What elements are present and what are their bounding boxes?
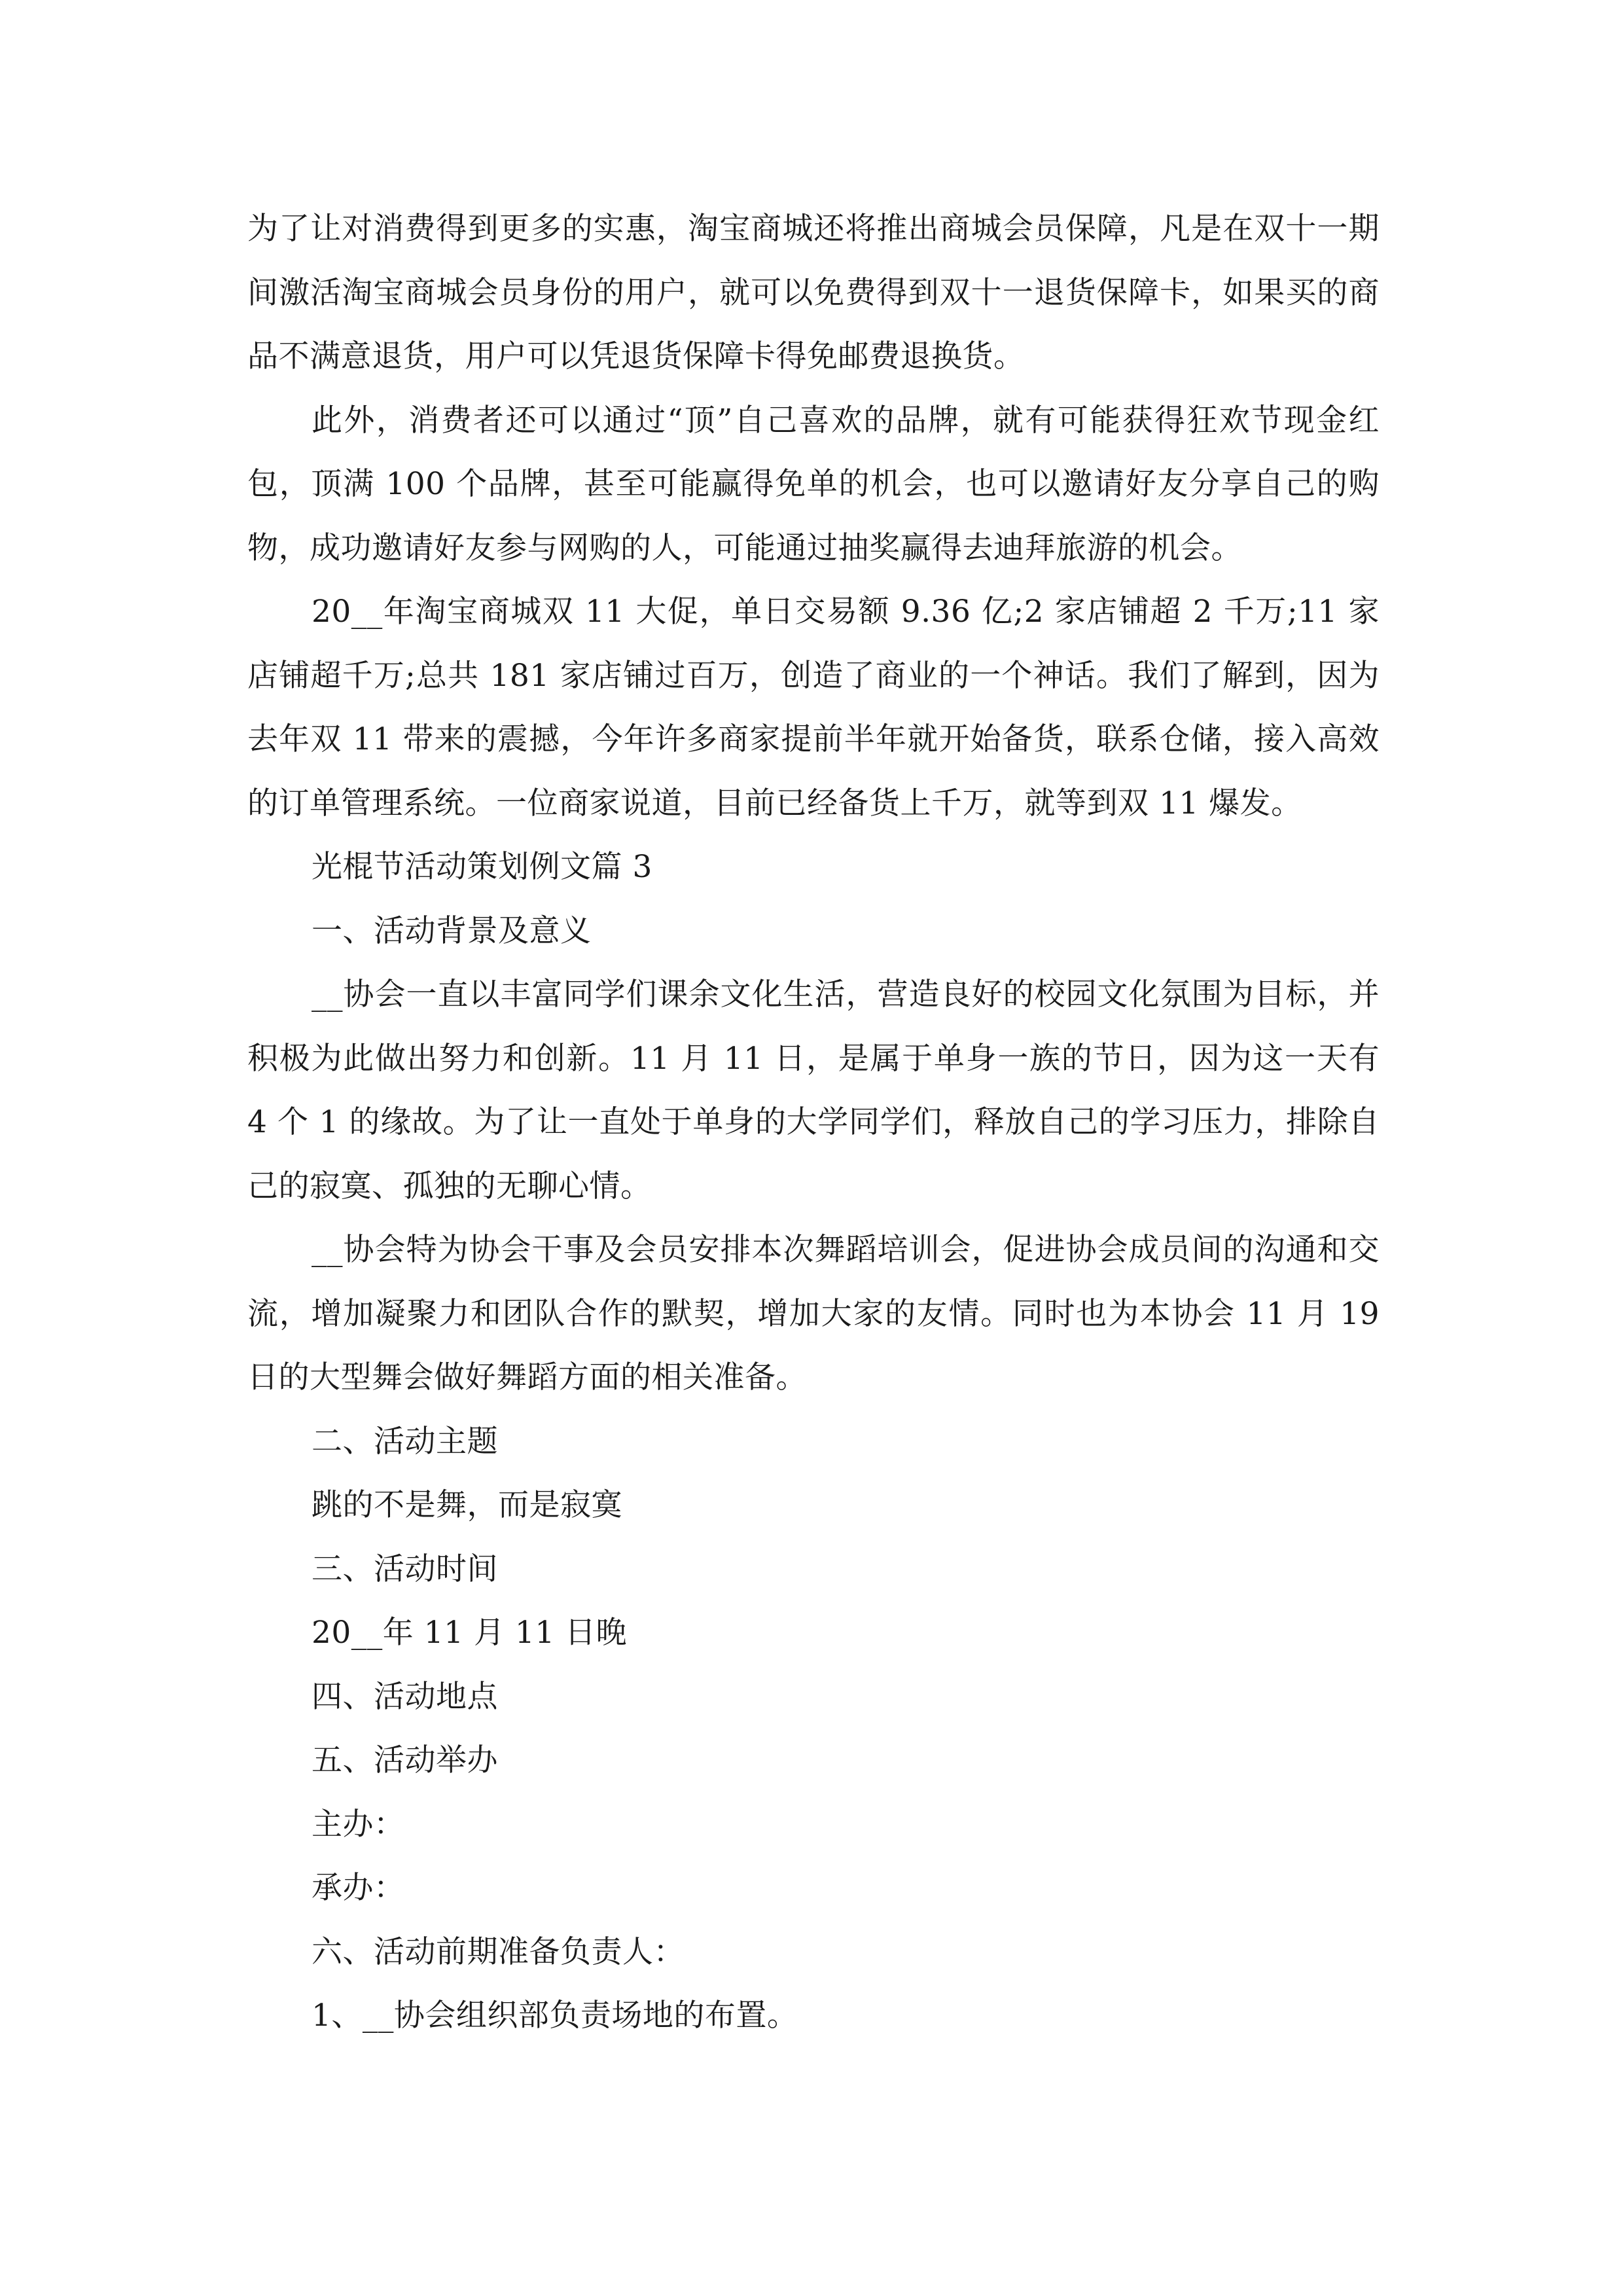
heading-location: 四、活动地点 <box>312 1678 498 1715</box>
heading-background: 一、活动背景及意义 <box>312 912 592 949</box>
section-title-example-3: 光棍节活动策划例文篇 3 <box>312 849 652 885</box>
heading-time: 三、活动时间 <box>312 1551 498 1587</box>
paragraph-background-2: __协会特为协会干事及会员安排本次舞蹈培训会，促进协会成员间的沟通和交流，增加凝聚力和团队合作的默契，增加大家的友情。同时也为本协会 11 月 19 日的大型舞会做好舞蹈方面的相关准备。 <box>247 1232 1380 1395</box>
text-host: 主办： <box>312 1806 405 1842</box>
heading-theme: 二、活动主题 <box>312 1423 498 1460</box>
text-time: 20__年 11 月 11 日晚 <box>312 1615 628 1651</box>
paragraph-brand-voting: 此外，消费者还可以通过“顶”自己喜欢的品牌，就有可能获得狂欢节现金红包，顶满 100 个品牌，甚至可能赢得免单的机会，也可以邀请好友分享自己的购物，成功邀请好友参与网购的人，可能通过抽奖赢得去迪拜旅游的机会。 <box>247 402 1380 566</box>
paragraph-background-1: __协会一直以丰富同学们课余文化生活，营造良好的校园文化氛围为目标，并积极为此做出努力和创新。11 月 11 日，是属于单身一族的节日，因为这一天有 4 个 1 的缘故。为了让一直处于单身的大学同学们，释放自己的学习压力，排除自己的寂寞、孤独的无聊心情。 <box>247 977 1380 1204</box>
text-theme: 跳的不是舞，而是寂寞 <box>312 1487 622 1523</box>
text-co-organizer: 承办： <box>312 1870 405 1906</box>
paragraph-sales-record: 20__年淘宝商城双 11 大促，单日交易额 9.36 亿;2 家店铺超 2 千万;11 家店铺超千万;总共 181 家店铺过百万，创造了商业的一个神话。我们了解到，因为去年双 11 带来的震撼，今年许多商家提前半年就开始备货，联系仓储，接入高效的订单管理系统。一位商家说道，目前已经备货上千万，就等到双 11 爆发。 <box>247 594 1380 821</box>
document-body <box>247 197 1380 2048</box>
paragraph-membership-guarantee: 为了让对消费得到更多的实惠，淘宝商城还将推出商城会员保障，凡是在双十一期间激活淘宝商城会员身份的用户，就可以免费得到双十一退货保障卡，如果买的商品不满意退货，用户可以凭退货保障卡得免邮费退换货。 <box>247 211 1380 374</box>
heading-organizers: 五、活动举办 <box>312 1742 498 1778</box>
heading-preparation: 六、活动前期准备负责人： <box>312 1933 685 1970</box>
list-item-preparation-1: 1、__协会组织部负责场地的布置。 <box>312 1998 798 2034</box>
